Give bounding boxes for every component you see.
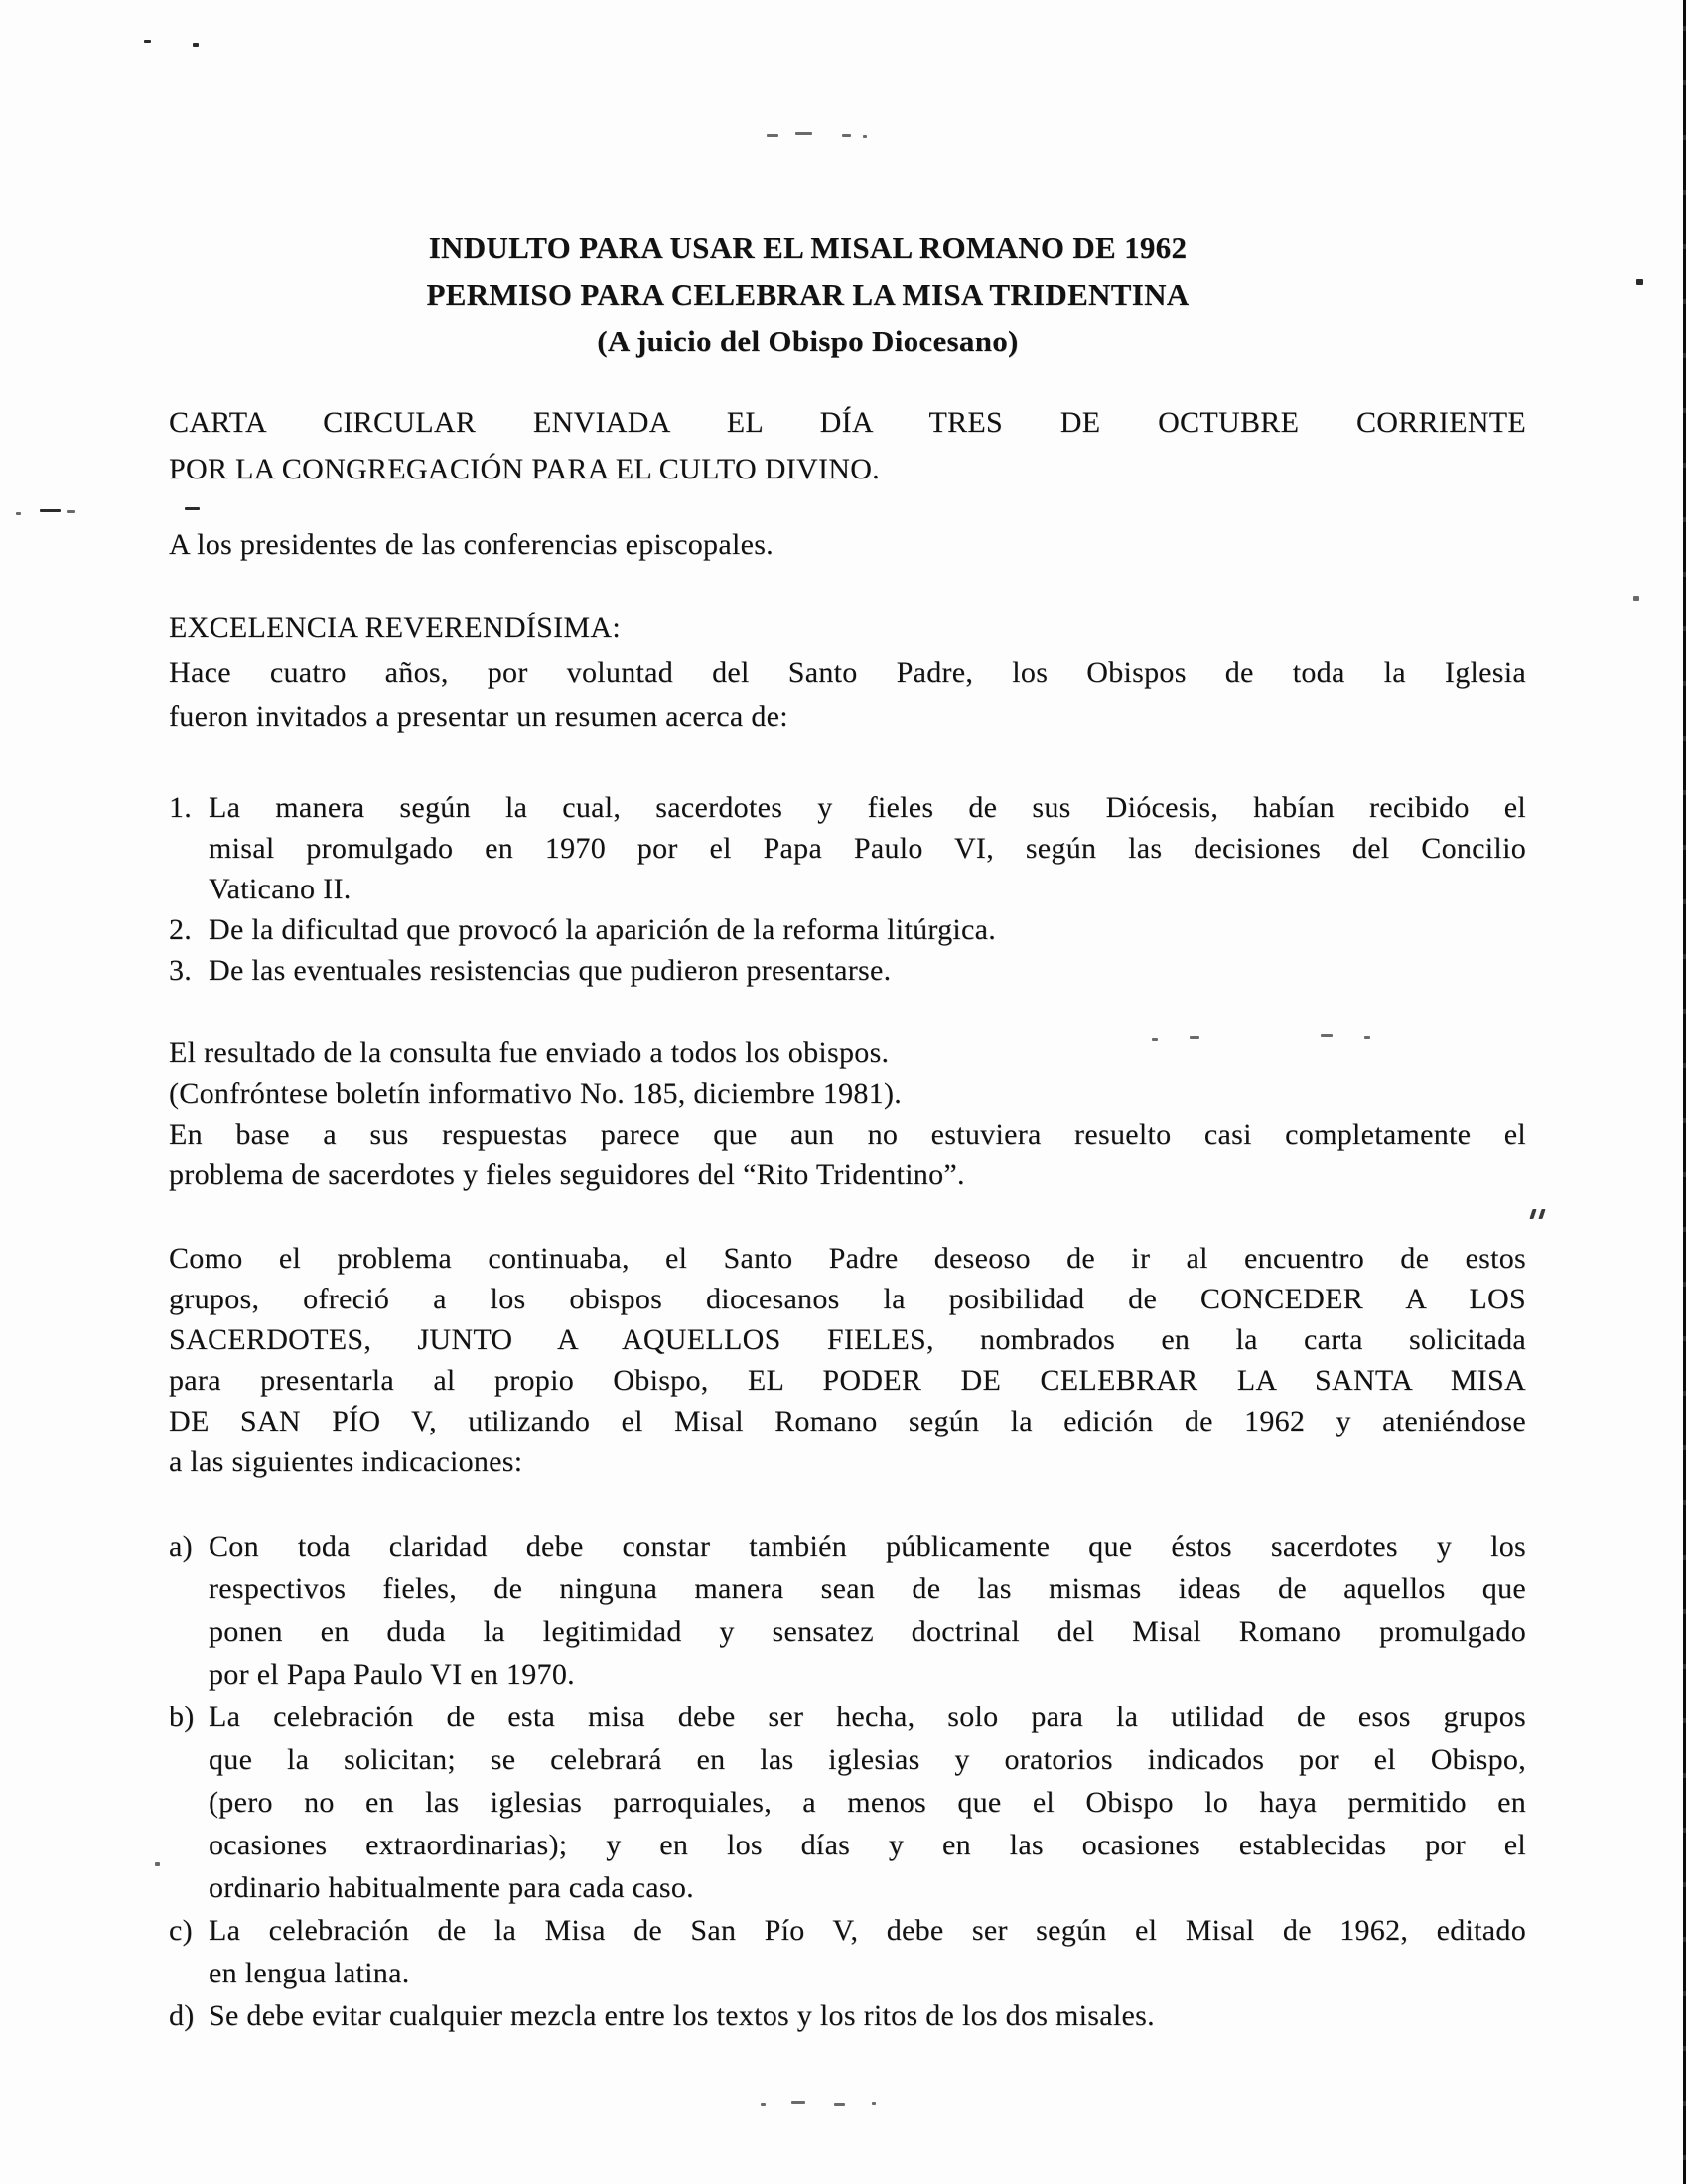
scan-speck: [185, 507, 200, 510]
scan-speck: [193, 43, 199, 47]
scan-speck: [1190, 1036, 1199, 1039]
list-item-body: [209, 950, 1526, 991]
paragraph-consultation-result: [169, 1032, 1526, 1114]
list-item-body: [209, 1994, 1526, 2037]
scan-speck: [767, 134, 778, 137]
scan-speck: [761, 2103, 766, 2106]
scan-edge-line: [1683, 0, 1686, 2184]
numbered-list: [169, 787, 1526, 991]
scan-speck: [842, 134, 851, 137]
text-line: grupos, ofreció a los obispos diocesanos la posibilidad de CONCEDER A LOS: [169, 1283, 1526, 1315]
list-item-marker: d): [169, 1999, 195, 2032]
paragraph-circular-letter: [169, 399, 1526, 492]
text-line: SACERDOTES, JUNTO A AQUELLOS FIELES, nombrados en la carta solicitada: [169, 1323, 1526, 1356]
text-line: La celebración de esta misa debe ser hecha, solo para la utilidad de esos grupos: [209, 1701, 1526, 1733]
text-line: ponen en duda la legitimidad y sensatez doctrinal del Misal Romano promulgado: [209, 1615, 1526, 1648]
scan-speck: [40, 509, 61, 512]
text-line: ocasiones extraordinarias); y en los días y en las ocasiones establecidas por el: [209, 1829, 1526, 1861]
text-line: En base a sus respuestas parece que aun no estuviera resuelto casi completamente el: [169, 1118, 1526, 1151]
list-item: [169, 1909, 1526, 1994]
text-line: CARTA CIRCULAR ENVIADA EL DÍA TRES DE OCTUBRE CORRIENTE: [169, 406, 1526, 439]
scan-speck: [1636, 279, 1643, 285]
scan-speck: [1321, 1034, 1333, 1037]
text-line: a las siguientes indicaciones:: [169, 1445, 523, 1478]
text-line: fueron invitados a presentar un resumen acerca de:: [169, 700, 788, 733]
scan-speck: [1633, 596, 1639, 601]
text-line: POR LA CONGREGACIÓN PARA EL CULTO DIVINO.: [169, 453, 880, 485]
paragraph-salutation: [169, 608, 1526, 648]
paragraph-addressee: [169, 524, 1526, 565]
text-line: El resultado de la consulta fue enviado a todos los obispos.: [169, 1036, 890, 1069]
text-line: Con toda claridad debe constar también públicamente que éstos sacerdotes y los: [209, 1530, 1526, 1563]
scan-speck: [834, 2103, 845, 2106]
text-line: Como el problema continuaba, el Santo Padre deseoso de ir al encuentro de estos: [169, 1242, 1526, 1275]
list-item-body: [209, 1909, 1526, 1994]
text-line: Hace cuatro años, por voluntad del Santo Padre, los Obispos de toda la Iglesia: [169, 656, 1526, 689]
text-line: (Confróntese boletín informativo No. 185, diciembre 1981).: [169, 1077, 903, 1110]
text-line: para presentarla al propio Obispo, EL PODER DE CELEBRAR LA SANTA MISA: [169, 1364, 1526, 1397]
list-item: [169, 1525, 1526, 1696]
scan-speck: [144, 40, 151, 43]
text-line: La manera según la cual, sacerdotes y fieles de sus Diócesis, habían recibido el: [209, 791, 1526, 824]
list-item-marker: 2.: [169, 913, 193, 946]
list-item-marker: 1.: [169, 791, 193, 824]
text-line: ordinario habitualmente para cada caso.: [209, 1871, 694, 1904]
list-item: [169, 909, 1526, 950]
list-item-body: [209, 787, 1526, 909]
scan-speck: [67, 510, 75, 513]
paragraph-intro: [169, 651, 1526, 739]
text-line: EXCELENCIA REVERENDÍSIMA:: [169, 612, 621, 644]
list-item: [169, 950, 1526, 991]
text-line: PERMISO PARA CELEBRAR LA MISA TRIDENTINA: [426, 277, 1190, 312]
text-line: que la solicitan; se celebrará en las iglesias y oratorios indicados por el Obispo,: [209, 1743, 1526, 1776]
scan-speck: [16, 512, 21, 515]
list-item: [169, 1696, 1526, 1909]
text-line: (pero no en las iglesias parroquiales, a menos que el Obispo lo haya permitido en: [209, 1786, 1526, 1819]
scan-speck: [1538, 1209, 1545, 1219]
list-item-marker: 3.: [169, 954, 193, 987]
list-item: [169, 787, 1526, 909]
document-title: [129, 224, 1486, 364]
scan-speck: [1364, 1036, 1370, 1039]
list-item-marker: b): [169, 1701, 195, 1733]
list-item-marker: c): [169, 1914, 193, 1947]
lettered-list: [169, 1525, 1526, 2037]
scan-speck: [795, 132, 812, 135]
text-line: Se debe evitar cualquier mezcla entre los textos y los ritos de los dos misales.: [209, 1999, 1155, 2032]
text-line: por el Papa Paulo VI en 1970.: [209, 1658, 575, 1691]
scan-speck: [1152, 1038, 1158, 1041]
text-line: De las eventuales resistencias que pudieron presentarse.: [209, 954, 892, 987]
paragraph-consultation-followup: [169, 1114, 1526, 1195]
scan-speck: [791, 2101, 805, 2104]
list-item-body: [209, 1696, 1526, 1909]
text-line: DE SAN PÍO V, utilizando el Misal Romano según la edición de 1962 y ateniéndose: [169, 1405, 1526, 1437]
text-line: La celebración de la Misa de San Pío V, debe ser según el Misal de 1962, editado: [209, 1914, 1526, 1947]
scan-speck: [872, 2102, 876, 2105]
list-item-body: [209, 1525, 1526, 1696]
paragraph-concession: [169, 1238, 1526, 1482]
list-item: [169, 1994, 1526, 2037]
text-line: respectivos fieles, de ninguna manera sean de las mismas ideas de aquellos que: [209, 1572, 1526, 1605]
scan-speck: [863, 135, 867, 138]
list-item-body: [209, 909, 1526, 950]
scan-speck: [155, 1862, 160, 1866]
text-line: Vaticano II.: [209, 873, 352, 905]
text-line: problema de sacerdotes y fieles seguidores del “Rito Tridentino”.: [169, 1159, 965, 1191]
text-line: misal promulgado en 1970 por el Papa Paulo VI, según las decisiones del Concilio: [209, 832, 1526, 865]
scan-speck: [1529, 1209, 1536, 1219]
text-line: INDULTO PARA USAR EL MISAL ROMANO DE 1962: [428, 230, 1188, 265]
list-item-marker: a): [169, 1530, 193, 1563]
text-line: (A juicio del Obispo Diocesano): [597, 324, 1019, 358]
text-line: De la dificultad que provocó la aparición de la reforma litúrgica.: [209, 913, 997, 946]
text-line: en lengua latina.: [209, 1957, 410, 1989]
text-line: A los presidentes de las conferencias episcopales.: [169, 528, 774, 561]
